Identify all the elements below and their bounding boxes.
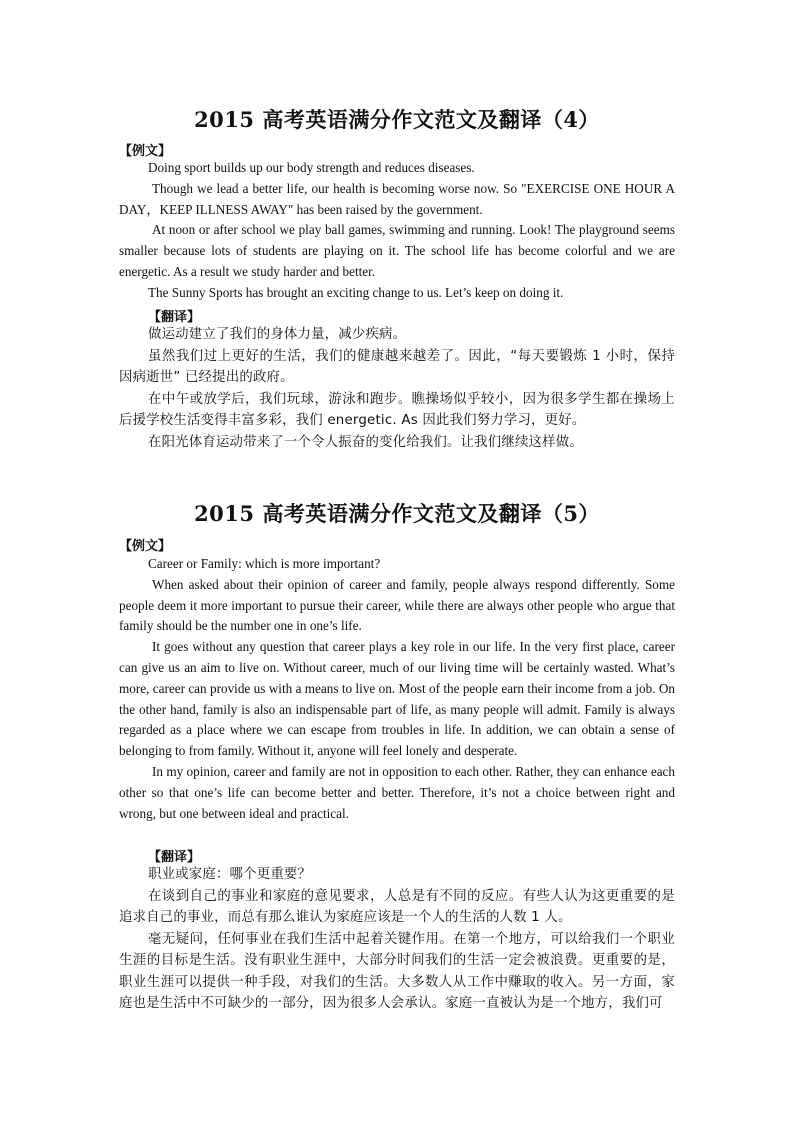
section-5-title: 2015 高考英语满分作文范文及翻译（5）: [194, 501, 600, 526]
paragraph: In my opinion, career and family are not in opposition to each other. Rather, they can enhance each other so that one’s life can become better and better. Therefore, it’s not a choice between right and wrong, but one between ideal and practical.: [119, 763, 675, 821]
section-5-example-label: 【例文】: [119, 539, 172, 554]
paragraph: At noon or after school we play ball games, swimming and running. Look! The playground seems smaller because lots of students are playing on it. The school life has become colorful and we are energetic. As a result we study harder and better.: [119, 222, 675, 279]
section-5-translation-label: 【翻译】: [148, 850, 201, 865]
paragraph: Though we lead a better life, our health is becoming worse now. So "EXERCISE ONE HOUR A DAY，KEEP ILLNESS AWAY" has been raised by the government.: [119, 180, 675, 217]
paragraph: 职业或家庭：哪个更重要？: [148, 867, 312, 882]
section-5-chinese-text: [119, 864, 675, 1015]
paragraph: 做运动建立了我们的身体力量，减少疾病。: [148, 327, 407, 342]
section-4-english-text: [119, 158, 675, 304]
section-4-example-label: 【例文】: [119, 144, 172, 159]
paragraph: 毫无疑问，任何事业在我们生活中起着关键作用。在第一个地方，可以给我们一个职业生涯的目标是生活。没有职业生涯中，大部分时间我们的生活一定会被浪费。更重要的是，职业生涯可以提供一种手段，对我们的生活。大多数人从工作中赚取的收入。另一方面，家庭也是生活中不可缺少的一部分，因为很多人会承认。家庭一直被认为是一个地方，我们可: [119, 931, 675, 1011]
paragraph: It goes without any question that career plays a key role in our life. In the very first place, career can give us an aim to live on. Without career, much of our living time will be certainly wasted. What’s more, career can provide us with a means to live on. Most of the people earn their income from a job. On the other hand, family is also an indispensable part of life, as many people will admit. Family is always regarded as a place where we can escape from troubles in life. In addition, we can obtain a sense of belonging to from family. Without it, anyone will feel lonely and desperate.: [119, 639, 675, 759]
section-4-chinese-text: [119, 324, 675, 453]
paragraph: When asked about their opinion of career and family, people always respond differently. Some people deem it more important to pursue their career, while there are always other people who argue that family should be the number one in one’s life.: [119, 576, 675, 634]
paragraph: Doing sport builds up our body strength and reduces diseases.: [148, 160, 475, 175]
section-4-title: 2015 高考英语满分作文范文及翻译（4）: [194, 107, 600, 132]
paragraph: Career or Family: which is more important?: [148, 556, 381, 571]
paragraph: The Sunny Sports has brought an exciting change to us. Let’s keep on doing it.: [148, 284, 564, 300]
paragraph: 虽然我们过上更好的生活，我们的健康越来越差了。因此，“每天要锻炼 1 小时，保持因病逝世” 已经提出的政府。: [119, 348, 675, 385]
paragraph: 在阳光体育运动带来了一个令人振奋的变化给我们。让我们继续这样做。: [148, 434, 583, 450]
paragraph: 在中午或放学后，我们玩球，游泳和跑步。瞧操场似乎较小，因为很多学生都在操场上后援学校生活变得丰富多彩，我们 energetic. As 因此我们努力学习，更好。: [119, 391, 675, 428]
section-4-translation-label: 【翻译】: [148, 310, 201, 325]
section-5-english-text: [119, 554, 675, 824]
paragraph: 在谈到自己的事业和家庭的意见要求，人总是有不同的反应。有些人认为这更重要的是追求自己的事业，而总有那么谁认为家庭应该是一个人的生活的人数 1 人。: [119, 888, 675, 925]
